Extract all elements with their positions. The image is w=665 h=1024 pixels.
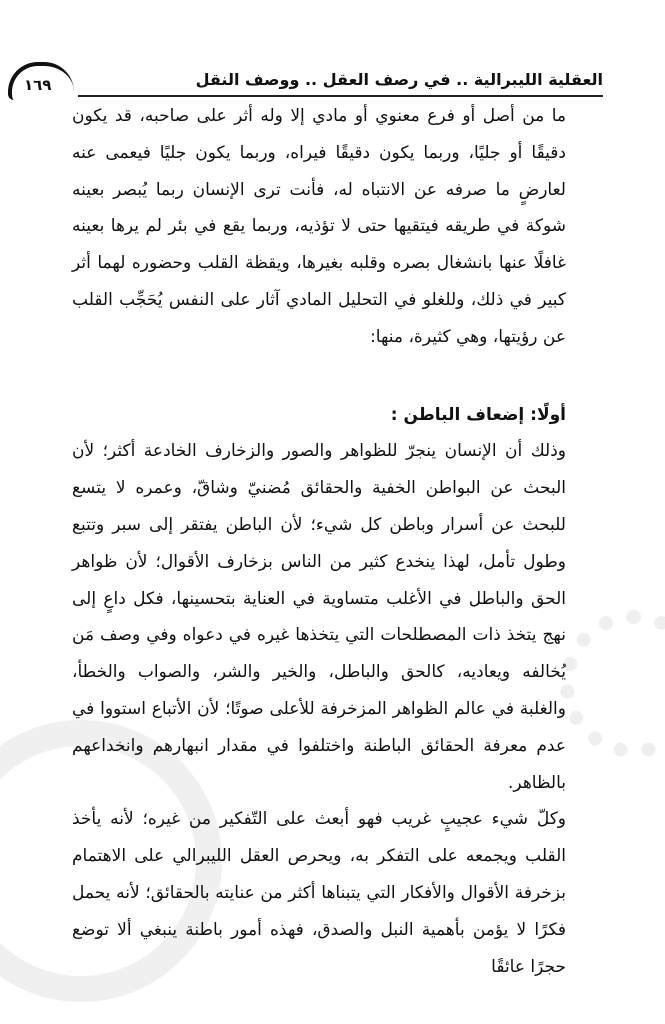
page-number: ١٦٩ — [24, 76, 52, 94]
body-text — [72, 98, 566, 985]
section-heading: أولًا: إضعاف الباطن : — [390, 404, 566, 425]
paragraph-intro: ما من أصل أو فرع معنوي أو مادي إلا وله أثر على صاحبه، قد يكون دقيقًا أو جليًا، وربما يكون دقيقًا فيراه، وربما يكون جليًا فيعمى عنه لعارضٍ ما صرفه عن الانتباه له، فأنت ترى الإنسان ربما يُبصر بعينه شوكة في طريقه فيتقيها حتى لا تؤذيه، وربما يقع في بئر لم يرها بعينه غافلًا عنها بانشغال بصره وقلبه بغيرها، ويقظة القلب وحضوره لهما أثر كبير في ذلك، وللغلو في التحليل المادي آثار على النفس يُحَجِّب القلب عن رؤيتها، وهي كثيرة، منها: — [72, 106, 566, 347]
paragraph-gap — [72, 356, 566, 397]
stamp-watermark-edge — [560, 610, 665, 758]
running-header — [8, 62, 603, 102]
paragraph-section-1: وذلك أن الإنسان ينجرّ للظواهر والصور والزخارف الخادعة أكثر؛ لأن البحث عن البواطن الخفية والحقائق مُضنيّ وشاقّ، وعمره لا يتسع للبحث عن أسرار وباطن كل شيء؛ لأن الباطن يفتقر إلى سبر وتتبع وطول تأمل، لهذا ينخدع كثير من الناس بزخارف الأقوال؛ لأن ظواهر الحق والباطل في الأغلب متساوية في العناية بتحسينها، فكل داعٍ إلى نهج يتخذ ذات المصطلحات التي يتخذها غيره في دعواه وفي وصف مَن يُخالفه ويعاديه، كالحق والباطل، والخير والشر، والصواب والخطأ، والغلبة في عالم الظواهر المزخرفة للأعلى صوتًا؛ لأن الأتباع استووا في عدم معرفة الحقائق الباطنة واختلفوا في مقدار انبهارهم وانخداعهم بالظاهر. — [72, 441, 566, 793]
paragraph-section-2: وكلّ شيء عجيبٍ غريب فهو أبعث على التّفكير من غيره؛ لأنه يأخذ القلب ويجمعه على التفكر به، ويحرص العقل الليبرالي على الاهتمام بزخرفة الأقوال والأفكار التي يتبناها أكثر من عنايته بالحقائق؛ لأنه يحمل فكرًا لا يؤمن بأهمية النبل والصدق، فهذه أمور باطنة ينبغي ألا توضع حجرًا عائقًا — [72, 809, 566, 977]
running-header-title: العقلية الليبرالية .. في رصف العقل .. ووصف النقل — [195, 70, 603, 89]
header-rule — [78, 95, 603, 97]
page-number-badge — [8, 62, 74, 100]
